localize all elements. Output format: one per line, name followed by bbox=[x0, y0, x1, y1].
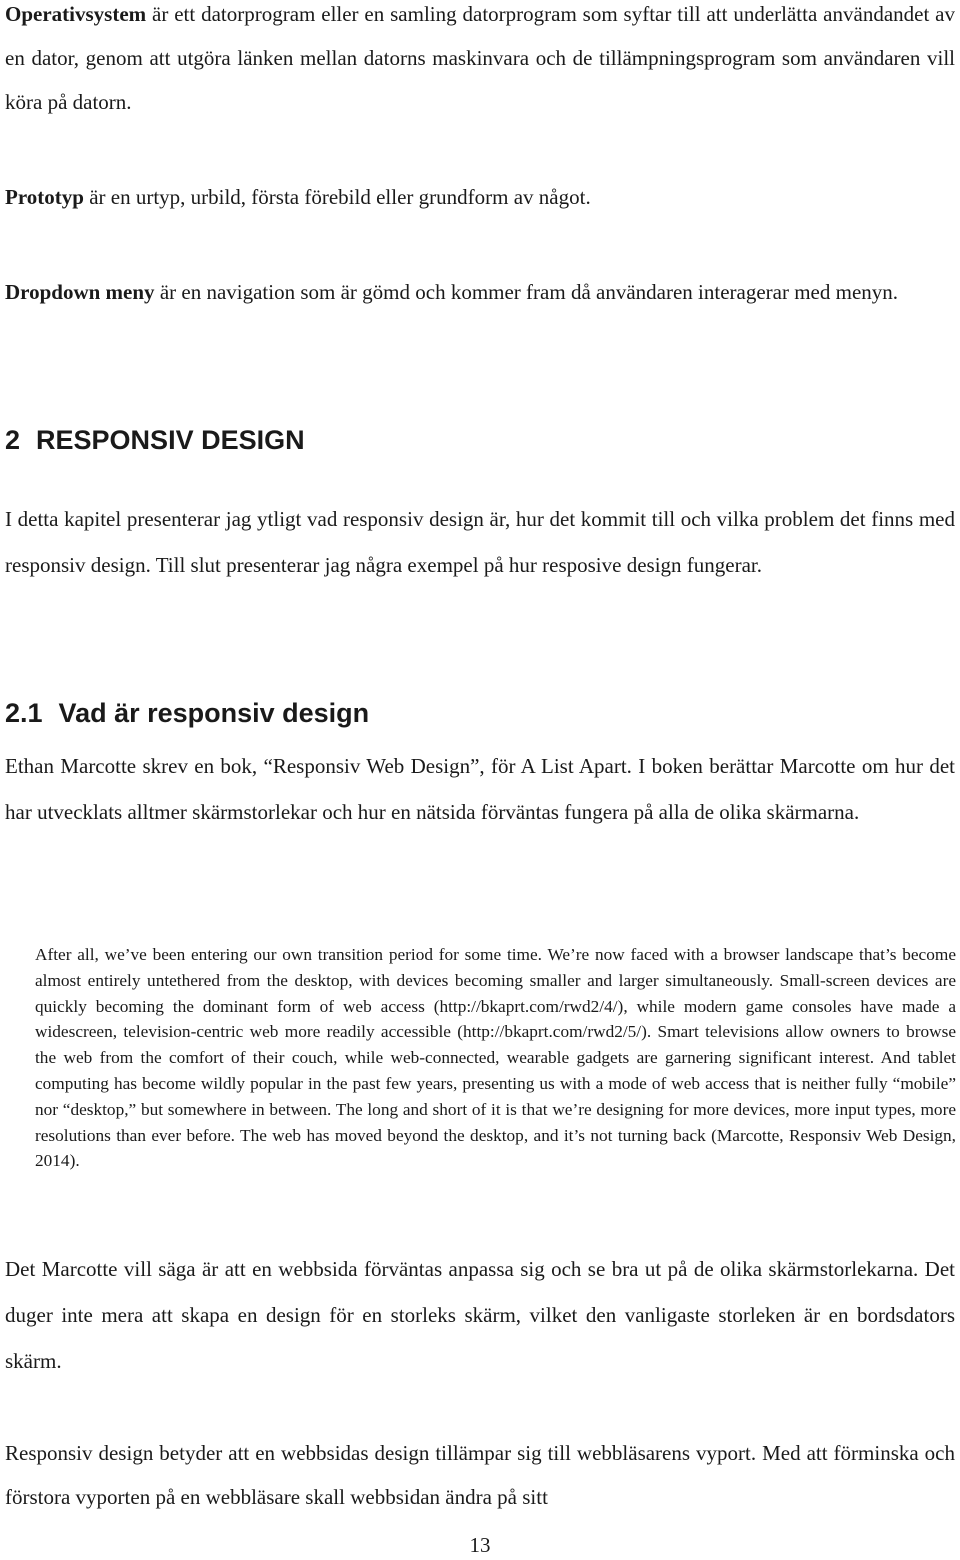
subsection-paragraph: Ethan Marcotte skrev en bok, “Responsiv Web Design”, för A List Apart. I boken berättar Marcotte om hur det har utvecklats alltmer skärmstorlekar och hur en nätsida förväntas fungera på alla de olika skärmarna. bbox=[5, 754, 955, 824]
page-number: 13 bbox=[469, 1533, 491, 1557]
paragraph-after-quote: Det Marcotte vill säga är att en webbsida förväntas anpassa sig och se bra ut på de olika skärmstorlekarna. Det duger inte mera att skapa en design för en storleks skärm, vilket den vanligaste storleken är en bordsdators skärm. bbox=[5, 1257, 955, 1373]
section-number: 2 bbox=[5, 425, 21, 455]
section-intro: I detta kapitel presenterar jag ytligt vad responsiv design är, hur det kommit till och vilka problem det finns med responsiv design. Till slut presenterar jag några exempel på hur resposive design fungerar. bbox=[5, 507, 955, 577]
definition-term: Operativsystem bbox=[5, 2, 147, 26]
definition-prototyp bbox=[5, 174, 955, 220]
definition-operativsystem bbox=[5, 0, 955, 124]
subsection-number: 2.1 bbox=[5, 698, 43, 728]
definition-text: är en navigation som är gömd och kommer fram då användaren interagerar med menyn. bbox=[154, 280, 899, 304]
subsection-heading bbox=[5, 696, 369, 730]
section-heading bbox=[5, 423, 305, 457]
block-quote: After all, we’ve been entering our own transition period for some time. We’re now faced with a browser landscape that’s become almost entirely untethered from the desktop, with devices becoming smaller and larger simultaneously. Small-screen devices are quickly becoming the dominant form of web access (http://bkaprt.com/rwd2/4/), while modern game consoles have made a widescreen, television-centric web more readily accessible (http://bkaprt.com/rwd2/5/). Smart televisions allow owners to browse the web from the comfort of their couch, while web-connected, wearable gadgets are garnering significant interest. And tablet computing has become wildly popular in the past few years, presenting us with a mode of web access that is neither fully “mobile” nor “desktop,” but somewhere in between. The long and short of it is that we’re designing for more devices, more input types, more resolutions than ever before. The web has moved beyond the desktop, and it’s not turning back (Marcotte, Responsiv Web Design, 2014). bbox=[35, 945, 956, 1171]
definition-dropdown-meny bbox=[5, 269, 955, 315]
section-title: RESPONSIV DESIGN bbox=[36, 425, 305, 455]
definition-text: är ett datorprogram eller en samling datorprogram som syftar till att underlätta användandet av en dator, genom att utgöra länken mellan datorns maskinvara och de tillämpningsprogram som användaren vill köra på datorn. bbox=[5, 2, 955, 114]
definition-text: är en urtyp, urbild, första förebild eller grundform av något. bbox=[83, 185, 591, 209]
definition-term: Dropdown meny bbox=[5, 280, 155, 304]
paragraph-last: Responsiv design betyder att en webbsidas design tillämpar sig till webbläsarens vyport. Med att förminska och förstora vyporten på en webbläsare skall webbsidan ändra på sitt bbox=[5, 1441, 955, 1509]
definition-term: Prototyp bbox=[5, 185, 84, 209]
subsection-title: Vad är responsiv design bbox=[58, 698, 370, 728]
